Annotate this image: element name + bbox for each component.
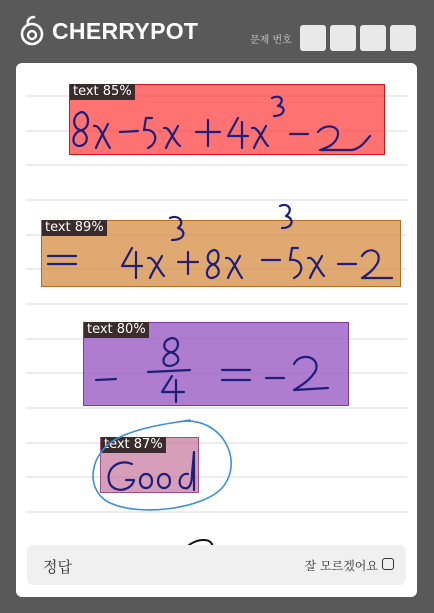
question-number-box[interactable] — [360, 25, 386, 51]
app-header — [0, 0, 434, 64]
detection-box — [83, 322, 349, 406]
answer-bar[interactable] — [27, 545, 406, 585]
question-number-label: 문제 번호 — [250, 35, 292, 46]
question-number-box[interactable] — [390, 25, 416, 51]
question-number-box[interactable] — [300, 25, 326, 51]
cherrypot-logo — [18, 14, 198, 48]
unsure-checkbox[interactable] — [382, 558, 394, 570]
detection-box — [100, 437, 199, 493]
cherry-icon — [18, 15, 46, 47]
answer-label: 정답 — [43, 558, 72, 576]
detection-box — [41, 220, 401, 287]
detection-label: text 85% — [70, 84, 135, 100]
unsure-label: 잘 모르겠어요 — [304, 559, 378, 573]
brand-name: CHERRYPOT — [52, 17, 199, 44]
detection-box — [69, 84, 385, 155]
detection-label: text 87% — [101, 437, 166, 453]
question-number-box[interactable] — [330, 25, 356, 51]
detection-label: text 89% — [42, 220, 107, 236]
detection-label: text 80% — [84, 322, 149, 338]
